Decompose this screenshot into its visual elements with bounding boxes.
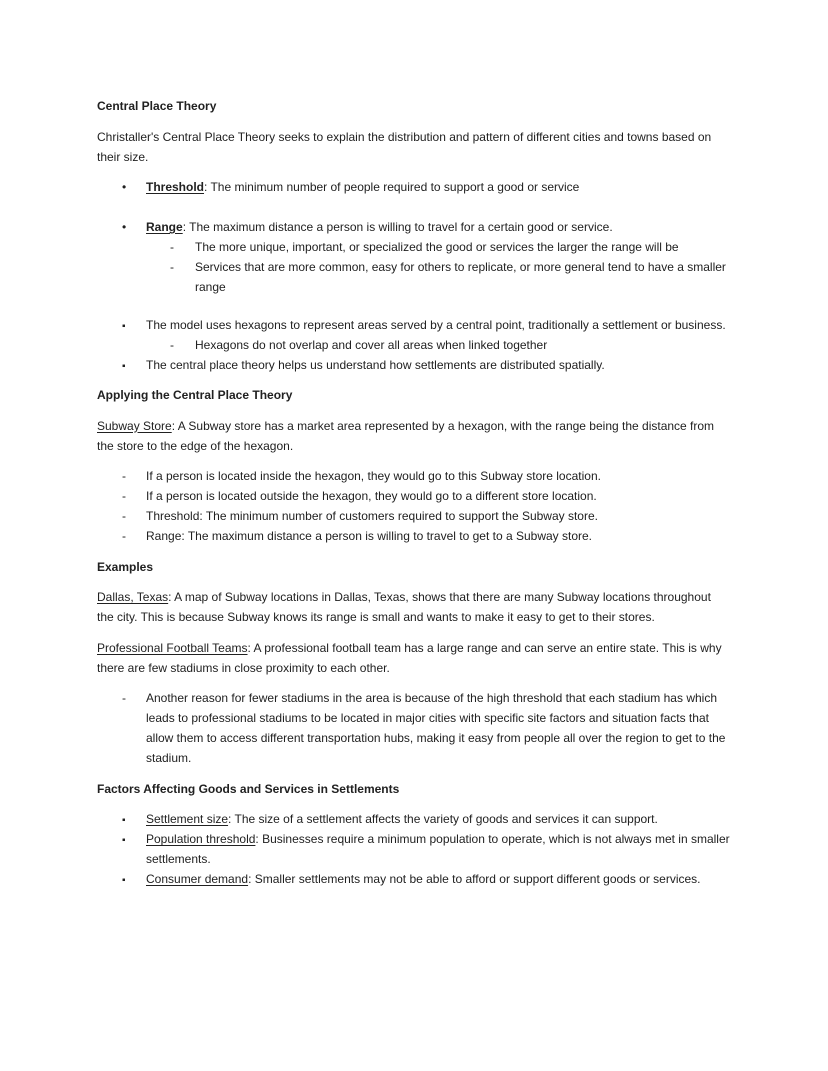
intro-paragraph: Christaller's Central Place Theory seeks to explain the distribution and pattern of different cities and towns based on their size.	[97, 129, 712, 164]
list-item-hexagon-model	[97, 315, 730, 335]
range-definition: : The maximum distance a person is willing to travel for a certain good or service.	[182, 220, 613, 234]
dash-icon	[170, 335, 184, 355]
list-item-subway-range	[97, 526, 730, 546]
heading-factors: Factors Affecting Goods and Services in Settlements	[97, 781, 400, 796]
dash-icon	[122, 466, 136, 486]
football-text: : A professional football team has a large range and can serve an entire state. This is why there are few stadiums in close proximity to each other.	[97, 640, 722, 675]
dallas-example-paragraph	[97, 587, 730, 627]
subway-store-paragraph	[97, 416, 730, 456]
list-item-subway-threshold	[97, 506, 730, 526]
document-body	[97, 96, 730, 900]
dash-icon	[170, 237, 184, 257]
subway-point-text: Range: The maximum distance a person is willing to travel to get to a Subway store.	[146, 529, 592, 543]
bullet-icon	[122, 177, 136, 197]
factor-term: Consumer demand	[146, 872, 249, 886]
subway-store-term: Subway Store	[97, 418, 172, 433]
dallas-text: : A map of Subway locations in Dallas, Texas, shows that there are many Subway locations throughout the city. This is because Subway knows its range is small and wants to make it easy to get to their stores.	[97, 590, 711, 624]
list-item-outside-hexagon	[97, 486, 730, 506]
dash-icon	[122, 506, 136, 526]
heading-examples: Examples	[97, 559, 154, 574]
factor-text: : Businesses require a minimum population to operate, which is not always met in smaller settlements.	[146, 832, 730, 866]
square-bullet-icon	[122, 829, 136, 851]
threshold-term: Threshold	[146, 180, 205, 194]
factors-list	[97, 809, 730, 889]
list-item-range-sub-1	[97, 237, 730, 257]
model-points-list	[97, 315, 730, 375]
stadium-note-list	[97, 688, 730, 768]
heading-applying-theory: Applying the Central Place Theory	[97, 388, 293, 402]
subway-point-text: If a person is located outside the hexagon, they would go to a different store location.	[146, 489, 597, 503]
subway-store-text: : A Subway store has a market area represented by a hexagon, with the range being the distance from the store to the edge of the hexagon.	[97, 418, 715, 453]
list-item-stadium-note	[97, 688, 730, 768]
list-item-range	[97, 217, 730, 237]
range-term: Range	[146, 220, 183, 234]
factor-text: : The size of a settlement affects the variety of goods and services it can support.	[228, 812, 658, 826]
square-bullet-icon	[122, 315, 136, 337]
list-item-threshold	[97, 177, 730, 197]
subway-point-text: If a person is located inside the hexagon, they would go to this Subway store location.	[146, 469, 601, 483]
subway-point-text: Threshold: The minimum number of customers required to support the Subway store.	[146, 509, 598, 523]
list-item-consumer-demand	[97, 869, 730, 889]
factor-term: Settlement size	[146, 812, 229, 826]
list-item-range-sub-2	[97, 257, 730, 297]
list-item-inside-hexagon	[97, 466, 730, 486]
dallas-term: Dallas, Texas	[97, 590, 169, 604]
key-terms-list	[97, 177, 730, 297]
list-item-hexagon-sub	[97, 335, 730, 355]
square-bullet-icon	[122, 809, 136, 831]
list-item-spatial-distribution	[97, 355, 730, 375]
dash-icon	[170, 257, 184, 277]
model-point-text: The central place theory helps us understand how settlements are distributed spatially.	[146, 357, 605, 372]
heading-central-place-theory: Central Place Theory	[97, 99, 217, 113]
factor-term: Population threshold	[146, 832, 256, 846]
dash-icon	[122, 688, 136, 708]
dash-icon	[122, 486, 136, 506]
square-bullet-icon	[122, 869, 136, 891]
list-item-population-threshold	[97, 829, 730, 869]
dash-icon	[122, 526, 136, 546]
model-sub-text: Hexagons do not overlap and cover all areas when linked together	[195, 337, 548, 352]
football-example-paragraph	[97, 638, 730, 678]
range-sub-text: Services that are more common, easy for others to replicate, or more general tend to have a smaller range	[195, 260, 726, 294]
square-bullet-icon	[122, 355, 136, 377]
subway-points-list	[97, 466, 730, 546]
factor-text: : Smaller settlements may not be able to afford or support different goods or services.	[248, 872, 701, 886]
range-sub-text: The more unique, important, or specialized the good or services the larger the range will be	[195, 240, 679, 254]
stadium-note-text: Another reason for fewer stadiums in the area is because of the high threshold that each stadium has which leads to professional stadiums to be located in major cities with specific site factors and situation facts that allow them to access different transportation hubs, making it easy from people all over the region to get to the stadium.	[146, 691, 726, 765]
bullet-icon	[122, 217, 136, 237]
football-term: Professional Football Teams	[97, 640, 248, 655]
model-point-text: The model uses hexagons to represent areas served by a central point, traditionally a settlement or business.	[146, 317, 726, 332]
threshold-definition: : The minimum number of people required to support a good or service	[204, 180, 580, 194]
list-item-settlement-size	[97, 809, 730, 829]
